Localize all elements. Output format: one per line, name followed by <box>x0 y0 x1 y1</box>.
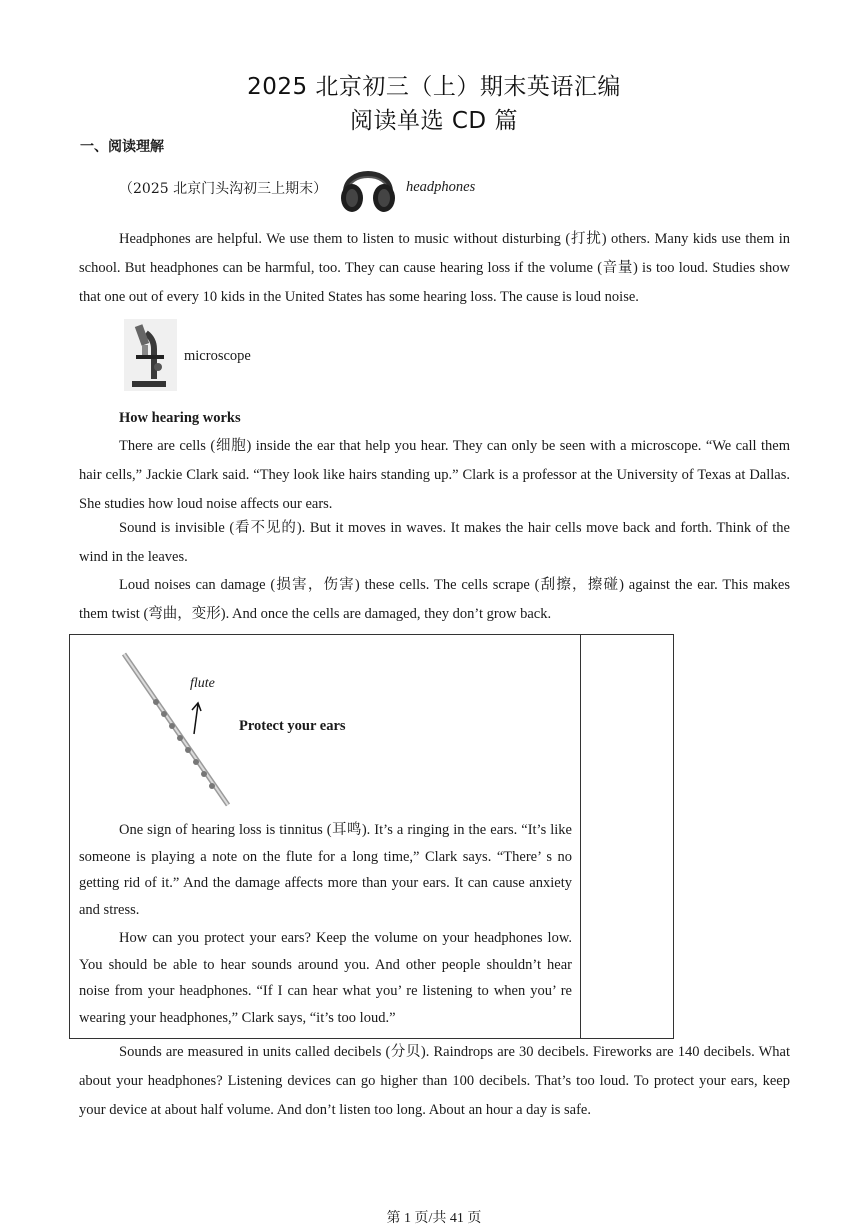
paragraph-intro: Headphones are helpful. We use them to listen to music without disturbing (打扰) others. Many kids use them in school. But headphones can be harmful, too. They can cause hearing loss if the volume (音量) is too loud. Studies show that one out of every 10 kids in the United States has some hearing loss. The cause is loud noise. <box>79 231 790 305</box>
box-paragraph-protect: How can you protect your ears? Keep the volume on your headphones low. You should be able to hear sounds around you. And other people shouldn’t hear noise from your headphones. “If I can hear what you’ re listening to when you’ re wearing your headphones,” Clark says, “it’s too loud.” <box>79 930 572 1026</box>
paragraph-cells: There are cells (细胞) inside the ear that help you hear. They can only be seen with a microscope. “We call them hair cells,” Jackie Clark said. “They look like hairs standing up.” Clark is a professor at the University of Texas at Dallas. She studies how loud noise affects our ears. <box>79 438 790 512</box>
page-title: 2025 北京初三（上）期末英语汇编 <box>247 74 621 100</box>
box-paragraph-tinnitus: One sign of hearing loss is tinnitus (耳鸣). It’s a ringing in the ears. “It’s like someone is playing a note on the flute for a long time,” Clark says. “There’ s no getting rid of it.” And the damage affects more than your ears. It can cause anxiety and stress. <box>79 822 572 918</box>
paragraph-decibels: Sounds are measured in units called decibels (分贝). Raindrops are 30 decibels. Fireworks are 140 decibels. What about your headphones? Listening devices can go higher than 100 decibels. That’s too loud. To protect your ears, keep your device at about half volume. And don’t listen too long. About an hour a day is safe. <box>79 1044 790 1118</box>
arrow-up-icon <box>189 700 203 736</box>
paragraph-damage: Loud noises can damage (损害，伤害) these cells. The cells scrape (刮擦，擦碰) against the ear. This makes them twist (弯曲，变形). And once the cells are damaged, they don’t grow back. <box>79 577 790 622</box>
heading-protect-your-ears: Protect your ears <box>239 718 346 734</box>
microscope-image <box>124 319 177 391</box>
headphones-image <box>338 158 398 216</box>
box-divider <box>580 634 581 1039</box>
section-title: 一、阅读理解 <box>80 139 164 155</box>
microscope-caption: microscope <box>184 348 251 364</box>
page-footer: 第 1 页/共 41 页 <box>386 1211 482 1226</box>
flute-image <box>120 650 232 810</box>
heading-how-hearing-works: How hearing works <box>119 410 241 426</box>
page-subtitle: 阅读单选 CD 篇 <box>350 108 518 134</box>
flute-caption: flute <box>190 676 215 691</box>
headphones-caption: headphones <box>406 179 476 195</box>
paragraph-sound: Sound is invisible (看不见的). But it moves in waves. It makes the hair cells move back and forth. Think of the wind in the leaves. <box>79 520 790 565</box>
source-label: （2025 北京门头沟初三上期末） <box>119 181 328 197</box>
